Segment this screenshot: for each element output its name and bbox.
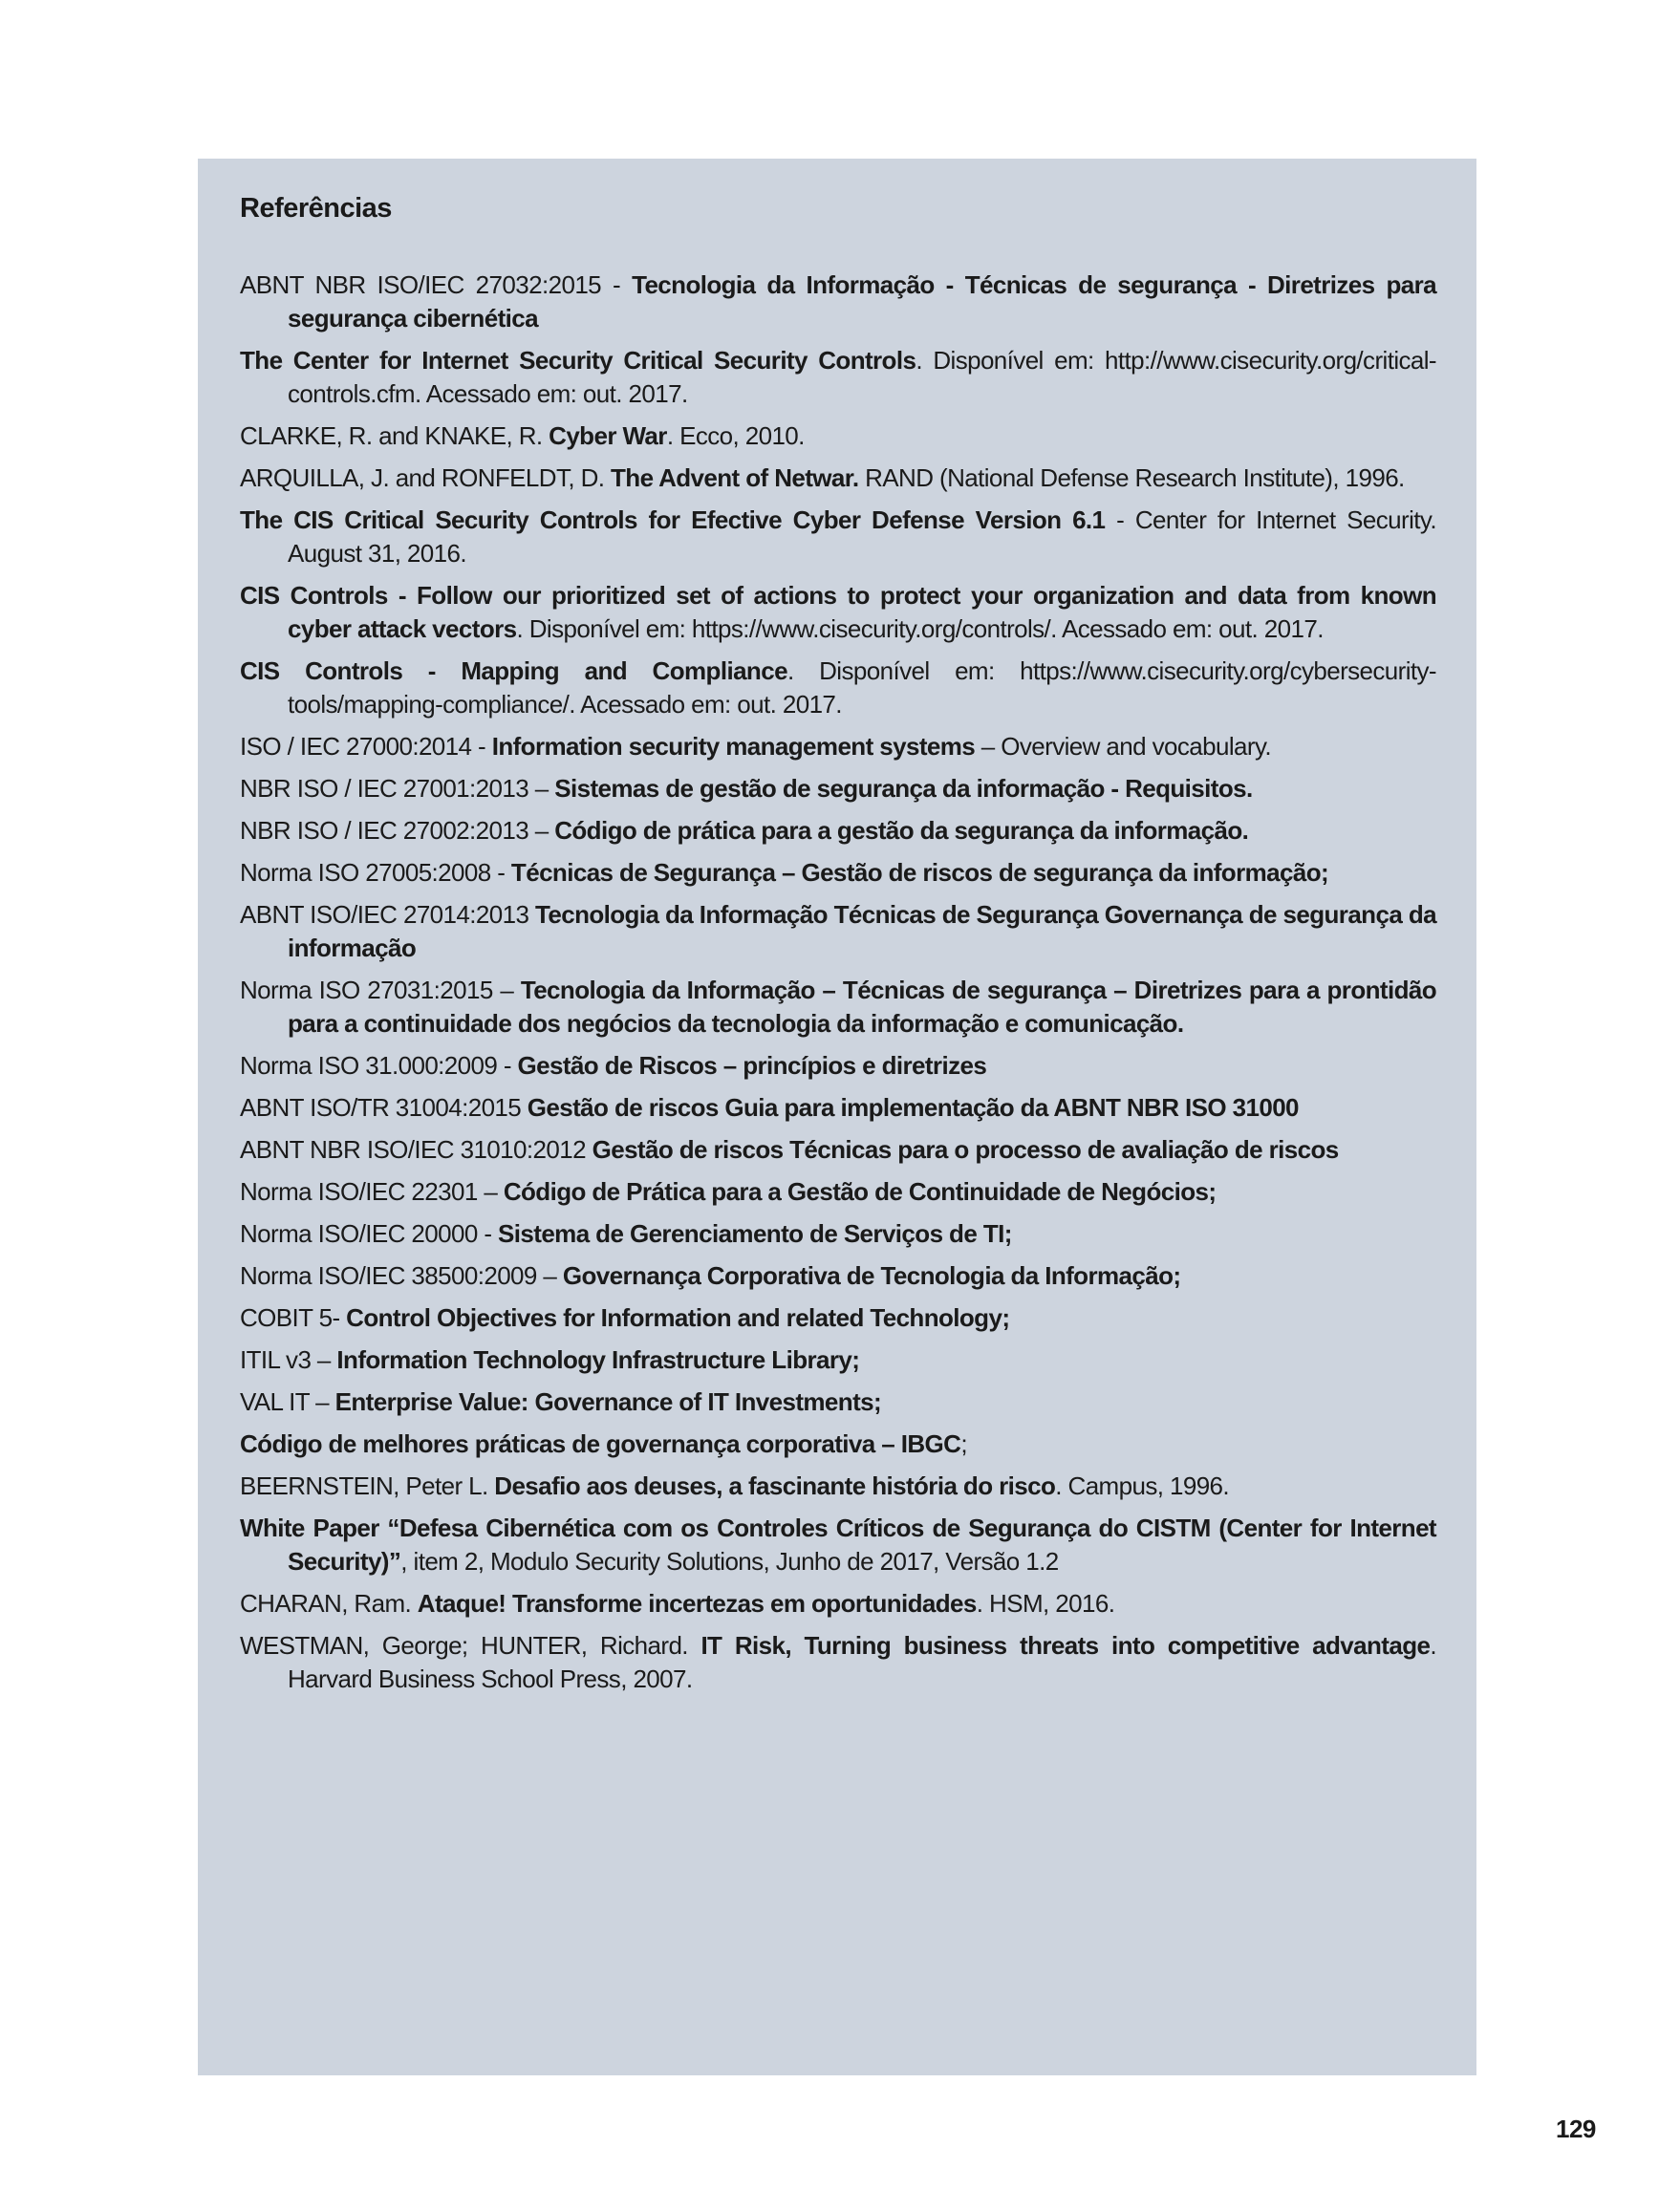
- reference-text: WESTMAN, George; HUNTER, Richard.: [240, 1631, 701, 1660]
- reference-item: [240, 856, 1436, 890]
- reference-text: NBR ISO / IEC 27001:2013 –: [240, 774, 555, 803]
- reference-text: . Campus, 1996.: [1055, 1471, 1230, 1500]
- reference-item: [240, 814, 1436, 848]
- reference-text: . Disponível em: http://www.cisecurity.org/critical-controls.cfm. Acessado em: out. 2017.: [288, 346, 1436, 408]
- reference-title: Governança Corporativa de Tecnologia da Informação;: [562, 1261, 1181, 1290]
- references-list: [240, 268, 1436, 1705]
- reference-text: Norma ISO 27005:2008 -: [240, 858, 511, 887]
- reference-item: [240, 504, 1436, 570]
- reference-item: [240, 344, 1436, 411]
- reference-item: [240, 1091, 1436, 1125]
- reference-item: [240, 1259, 1436, 1293]
- reference-text: RAND (National Defense Research Institute), 1996.: [858, 463, 1405, 492]
- reference-text: Norma ISO/IEC 20000 -: [240, 1219, 499, 1248]
- references-heading: Referências: [240, 193, 392, 224]
- reference-text: ITIL v3 –: [240, 1345, 337, 1374]
- reference-title: Information security management systems: [491, 732, 976, 761]
- reference-item: [240, 419, 1436, 453]
- reference-item: [240, 1175, 1436, 1209]
- reference-text: NBR ISO / IEC 27002:2013 –: [240, 816, 555, 845]
- reference-title: Tecnologia da Informação Técnicas de Segurança Governança de segurança da informação: [288, 900, 1436, 962]
- reference-title: White Paper “Defesa Cibernética com os Controles Críticos de Segurança do CISTM (Center for Internet Security)”: [240, 1514, 1436, 1576]
- reference-text: ABNT NBR ISO/IEC 27032:2015 -: [240, 270, 633, 299]
- reference-item: [240, 579, 1436, 646]
- reference-text: ;: [960, 1429, 967, 1458]
- reference-text: ABNT ISO/TR 31004:2015: [240, 1093, 528, 1122]
- reference-text: . HSM, 2016.: [976, 1589, 1115, 1618]
- reference-title: Desafio aos deuses, a fascinante história do risco: [494, 1471, 1056, 1500]
- reference-text: Norma ISO 27031:2015 –: [240, 976, 521, 1004]
- reference-text: Norma ISO 31.000:2009 -: [240, 1051, 518, 1080]
- reference-item: [240, 1301, 1436, 1335]
- reference-title: Gestão de riscos Técnicas para o processo de avaliação de riscos: [592, 1135, 1339, 1164]
- reference-text: ABNT ISO/IEC 27014:2013: [240, 900, 535, 929]
- reference-title: Técnicas de Segurança – Gestão de riscos de segurança da informação;: [510, 858, 1329, 887]
- reference-item: [240, 974, 1436, 1041]
- reference-title: Código de melhores práticas de governança corporativa – IBGC: [240, 1429, 961, 1458]
- reference-item: [240, 1428, 1436, 1461]
- reference-item: [240, 655, 1436, 721]
- reference-text: , item 2, Modulo Security Solutions, Junho de 2017, Versão 1.2: [400, 1547, 1059, 1576]
- reference-title: Sistema de Gerenciamento de Serviços de TI;: [498, 1219, 1012, 1248]
- reference-item: [240, 1217, 1436, 1251]
- page-number: 129: [1556, 2115, 1596, 2143]
- reference-title: Gestão de Riscos – princípios e diretrizes: [517, 1051, 987, 1080]
- reference-title: CIS Controls - Follow our prioritized set of actions to protect your organization and data from known cyber attack vectors: [240, 581, 1436, 643]
- reference-text: CLARKE, R. and KNAKE, R.: [240, 421, 549, 450]
- reference-title: Tecnologia da Informação – Técnicas de segurança – Diretrizes para a prontidão para a continuidade dos negócios da tecnologia da informação e comunicação.: [288, 976, 1436, 1038]
- reference-text: ARQUILLA, J. and RONFELDT, D.: [240, 463, 612, 492]
- reference-item: [240, 1049, 1436, 1083]
- reference-title: Control Objectives for Information and related Technology;: [346, 1303, 1010, 1332]
- reference-title: Gestão de riscos Guia para implementação da ABNT NBR ISO 31000: [527, 1093, 1299, 1122]
- reference-title: Código de Prática para a Gestão de Continuidade de Negócios;: [503, 1177, 1217, 1206]
- reference-item: [240, 898, 1436, 965]
- reference-title: IT Risk, Turning business threats into competitive advantage: [700, 1631, 1431, 1660]
- references-panel: [198, 159, 1476, 2075]
- reference-item: [240, 462, 1436, 495]
- reference-item: [240, 1470, 1436, 1503]
- reference-item: [240, 1629, 1436, 1696]
- reference-text: . Ecco, 2010.: [666, 421, 805, 450]
- reference-text: Norma ISO/IEC 38500:2009 –: [240, 1261, 563, 1290]
- reference-item: [240, 268, 1436, 335]
- reference-title: Information Technology Infrastructure Library;: [336, 1345, 860, 1374]
- reference-text: . Disponível em: https://www.cisecurity.org/controls/. Acessado em: out. 2017.: [516, 614, 1324, 643]
- reference-text: – Overview and vocabulary.: [975, 732, 1272, 761]
- reference-item: [240, 772, 1436, 805]
- reference-item: [240, 1133, 1436, 1167]
- reference-text: . Disponível em: https://www.cisecurity.org/cybersecurity-tools/mapping-compliance/. Acessado em: out. 2017.: [288, 656, 1436, 719]
- reference-title: Tecnologia da Informação - Técnicas de segurança - Diretrizes para segurança cibernética: [288, 270, 1437, 333]
- reference-text: COBIT 5-: [240, 1303, 347, 1332]
- reference-title: Cyber War: [549, 421, 667, 450]
- reference-title: The Advent of Netwar.: [611, 463, 859, 492]
- reference-text: ABNT NBR ISO/IEC 31010:2012: [240, 1135, 592, 1164]
- reference-item: [240, 730, 1436, 763]
- reference-title: Código de prática para a gestão da segurança da informação.: [554, 816, 1249, 845]
- reference-title: Sistemas de gestão de segurança da informação - Requisitos.: [554, 774, 1253, 803]
- reference-item: [240, 1587, 1436, 1621]
- reference-text: Norma ISO/IEC 22301 –: [240, 1177, 504, 1206]
- reference-title: Ataque! Transforme incertezas em oportunidades: [417, 1589, 977, 1618]
- reference-text: - Center for Internet Security. August 31, 2016.: [288, 505, 1436, 568]
- reference-text: ISO / IEC 27000:2014 -: [240, 732, 492, 761]
- reference-text: BEERNSTEIN, Peter L.: [240, 1471, 495, 1500]
- reference-text: CHARAN, Ram.: [240, 1589, 418, 1618]
- reference-title: The Center for Internet Security Critical Security Controls: [240, 346, 916, 375]
- reference-item: [240, 1512, 1436, 1578]
- reference-title: The CIS Critical Security Controls for Efective Cyber Defense Version 6.1: [240, 505, 1106, 534]
- reference-text: VAL IT –: [240, 1387, 335, 1416]
- reference-item: [240, 1385, 1436, 1419]
- reference-item: [240, 1343, 1436, 1377]
- reference-title: CIS Controls - Mapping and Compliance: [240, 656, 787, 685]
- reference-text: . Harvard Business School Press, 2007.: [288, 1631, 1436, 1693]
- reference-title: Enterprise Value: Governance of IT Investments;: [334, 1387, 882, 1416]
